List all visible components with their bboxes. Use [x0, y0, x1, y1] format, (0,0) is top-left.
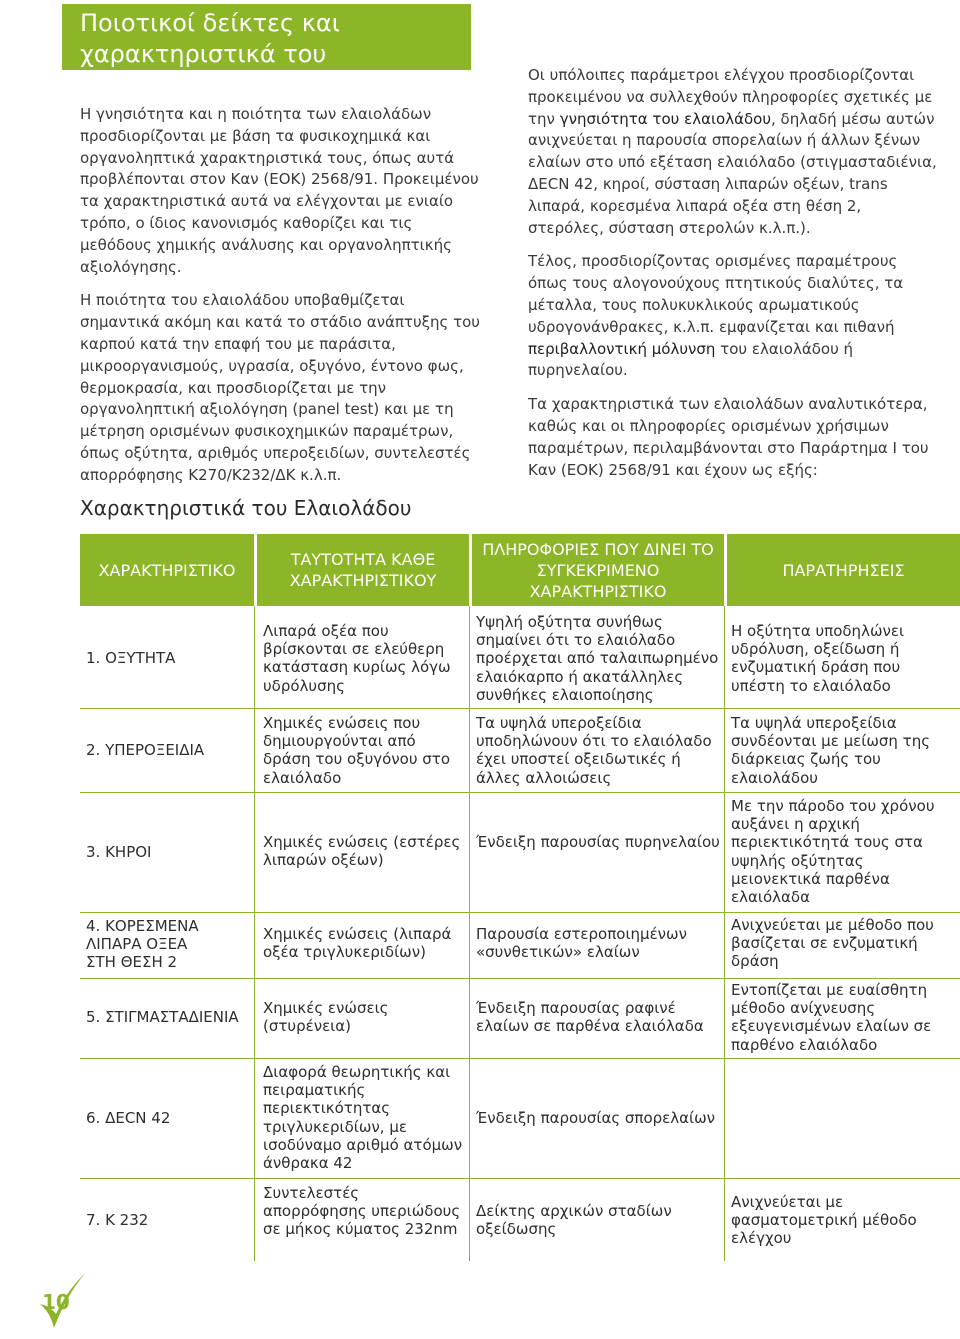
header-characteristic: ΧΑΡΑΚΤΗΡΙΣΤΙΚΟ: [80, 534, 254, 606]
row5-information: Ένδειξη παρουσίας ραφινέ ελαίων σε παρθένα ελαιόλαδα: [476, 999, 704, 1036]
right-p1-highlight: γνησιότητα του ελαιολάδου: [559, 109, 772, 128]
column-divider: [724, 606, 725, 1261]
row4-remarks: Ανιχνεύεται με μέθοδο που βασίζεται σε ενζυματική δράση: [731, 916, 934, 971]
page-title: [80, 8, 471, 101]
column-divider: [254, 606, 255, 1261]
row3-remarks: Με την πάροδο του χρόνου αυξάνει η αρχική περιεκτικότητά τους στα υψηλής οξύτητας μειονεκτικά παρθένα ελαιόλαδα: [731, 797, 935, 907]
row6-identity: Διαφορά θεωρητικής και πειραματικής περιεκτικότητας τριγλυκεριδίων, με ισοδύναμο αριθμό ατόμων άνθρακα 42: [263, 1063, 463, 1173]
row-divider: [80, 978, 960, 979]
row6-information: Ένδειξη παρουσίας σπορελαίων: [476, 1109, 716, 1127]
header-information: ΠΛΗΡΟΦΟΡΙΕΣ ΠΟΥ ΔΙΝΕΙ ΤΟ ΣΥΓΚΕΚΡΙΜΕΝΟ ΧΑΡΑΚΤΗΡΙΣΤΙΚΟ: [472, 534, 724, 606]
row5-identity: Χημικές ενώσεις (στυρένεια): [263, 999, 389, 1036]
row7-remarks: Ανιχνεύεται με φασματομετρική μέθοδο ελέγχου: [731, 1193, 917, 1248]
right-p1-text-c: , δηλαδή μέσω αυτών ανιχνεύεται η παρουσία σπορελαίων ή άλλων ξένων ελαίων στο υπό εξέταση ελαιόλαδο (στιγμασταδιένια, ΔECN 42, κηροί, σύσταση λιπαρών οξέων, trans λιπαρά, κορεσμένα λιπαρά οξέα στη θέση 2, στερόλες, σύσταση στερολών κ.λ.π.).: [528, 109, 937, 237]
row4-characteristic: [86, 917, 246, 972]
row-divider: [80, 1178, 960, 1179]
row4-characteristic-text: 4. ΚΟΡΕΣΜΕΝΑ ΛΙΠΑΡΑ ΟΞΕΑ ΣΤΗ ΘΕΣΗ 2: [86, 917, 199, 972]
left-column: [80, 104, 488, 499]
row7-characteristic: 7. K 232: [86, 1211, 149, 1229]
row-divider: [80, 792, 960, 793]
right-p2-text-a: Τέλος, προσδιορίζοντας ορισμένες παραμέτρους όπως τους αλογονούχους πτητικούς διαλύτες, τα μέταλλα, τους πολυκυκλικούς αρωματικούς υδρογονάνθρακες, κ.λ.π. εμφανίζεται και πιθανή: [528, 252, 904, 336]
row1-remarks: Η οξύτητα υποδηλώνει υδρόλυση, οξείδωση ή ενζυματική δράση που υπέστη το ελαιόλαδο: [731, 622, 905, 695]
page-title-line-2: χαρακτηριστικά του ελαιολάδου: [80, 40, 327, 99]
page-title-line-1: Ποιοτικοί δείκτες και: [80, 9, 340, 37]
row5-characteristic: 5. ΣΤΙΓΜΑΣΤΑΔΙΕΝΙΑ: [86, 1008, 239, 1026]
row1-information: Υψηλή οξύτητα συνήθως σημαίνει ότι το ελαιόλαδο προέρχεται από ταλαιπωρημένο ελαιόκαρπο ή ακατάλληλες συνθήκες ελαιοποίησης: [476, 613, 719, 704]
row-divider: [80, 708, 960, 709]
title-box: [62, 4, 471, 99]
row2-identity: Χημικές ενώσεις που δημιουργούνται από δράση του οξυγόνου στο ελαιόλαδο: [263, 714, 451, 787]
row5-remarks: Εντοπίζεται με ευαίσθητη μέθοδο ανίχνευσης εξευγενισμένων ελαίων σε παρθένο ελαιόλαδο: [731, 981, 932, 1054]
row2-remarks: Τα υψηλά υπεροξείδια συνδέονται με μείωση της διάρκειας ζωής του ελαιολάδου: [731, 714, 930, 787]
row4-identity: Χημικές ενώσεις (λιπαρά οξέα τριγλυκεριδίων): [263, 925, 452, 962]
row3-identity: Χημικές ενώσεις (εστέρες λιπαρών οξέων): [263, 833, 461, 870]
page-number: 10: [42, 1290, 70, 1314]
right-p1-text-a: Οι υπόλοιπες παράμετροι ελέγχου προσδιορίζονται προκειμένου να συλλεχθούν πληροφορίες σχετικές με την: [528, 66, 933, 128]
row1-characteristic: 1. ΟΞΥΤΗΤΑ: [86, 649, 176, 667]
table-title: Χαρακτηριστικά του Ελαιολάδου: [80, 496, 412, 520]
row7-information: Δείκτης αρχικών σταδίων οξείδωσης: [476, 1202, 672, 1239]
right-p2-highlight: περιβαλλοντική μόλυνση: [528, 339, 716, 358]
row1-identity: Λιπαρά οξέα που βρίσκονται σε ελεύθερη κατάσταση κυρίως λόγω υδρόλυσης: [263, 622, 451, 695]
right-paragraph-2: [528, 251, 940, 382]
row2-information: Τα υψηλά υπεροξείδια υποδηλώνουν ότι το ελαιόλαδο έχει υποστεί οξειδωτικές ή άλλες αλλοιώσεις: [476, 714, 712, 787]
right-p2-text-c: του ελαιολάδου ή πυρηνελαίου.: [528, 339, 854, 380]
row3-information: Ένδειξη παρουσίας πυρηνελαίου: [476, 833, 720, 851]
left-paragraph-2: Η ποιότητα του ελαιολάδου υποβαθμίζεται σημαντικά ακόμη και κατά το στάδιο ανάπτυξης του καρπού κατά την επαφή του με παράσιτα, μικροοργανισμούς, υγρασία, οξυγόνο, έντονο φως, θερμοκρασία, και προσδιορίζεται με την οργανοληπτική αξιολόγηση (panel test) και με τη μέτρηση ορισμένων φυσικοχημικών παραμέτρων, όπως οξύτητα, αριθμός υπεροξειδίων, συντελεστές απορρόφησης K270/K232/ΔK κ.λ.π.: [80, 291, 480, 484]
row3-characteristic: 3. ΚΗΡΟΙ: [86, 843, 152, 861]
row-divider: [80, 912, 960, 913]
row-divider: [80, 1058, 960, 1059]
left-paragraph-1: Η γνησιότητα και η ποιότητα των ελαιολάδων προσδιορίζονται με βάση τα φυσικοχημικά και οργανοληπτικά χαρακτηριστικά τους, όπως αυτά προβλέπονται στον Καν (ΕΟΚ) 2568/91. Προκειμένου τα χαρακτηριστικά αυτά να ελέγχονται με ενιαίο τρόπο, ο ίδιος κανονισμός καθορίζει και τις μεθόδους χημικής ανάλυσης και οργανοληπτικής αξιολόγησης.: [80, 105, 479, 276]
right-paragraph-1: [528, 65, 940, 239]
header-identity: ΤΑΥΤΟΤΗΤΑ ΚΑΘΕ ΧΑΡΑΚΤΗΡΙΣΤΙΚΟΥ: [257, 534, 469, 606]
header-remarks: ΠΑΡΑΤΗΡΗΣΕΙΣ: [727, 534, 960, 606]
row4-information: Παρουσία εστεροποιημένων «συνθετικών» ελαίων: [476, 925, 687, 962]
column-divider: [469, 606, 470, 1261]
right-column: [528, 65, 940, 493]
row6-characteristic: 6. ΔECN 42: [86, 1109, 171, 1127]
row2-characteristic: 2. ΥΠΕΡΟΞΕΙΔΙΑ: [86, 741, 205, 759]
right-paragraph-3: Τα χαρακτηριστικά των ελαιολάδων αναλυτικότερα, καθώς και οι πληροφορίες ορισμένων χρήσιμων παραμέτρων, περιλαμβάνονται στο Παράρτημα Ι του Καν (ΕΟΚ) 2568/91 και έχουν ως εξής:: [528, 395, 929, 479]
row7-identity: Συντελεστές απορρόφησης υπεριώδους σε μήκος κύματος 232nm: [263, 1184, 461, 1239]
